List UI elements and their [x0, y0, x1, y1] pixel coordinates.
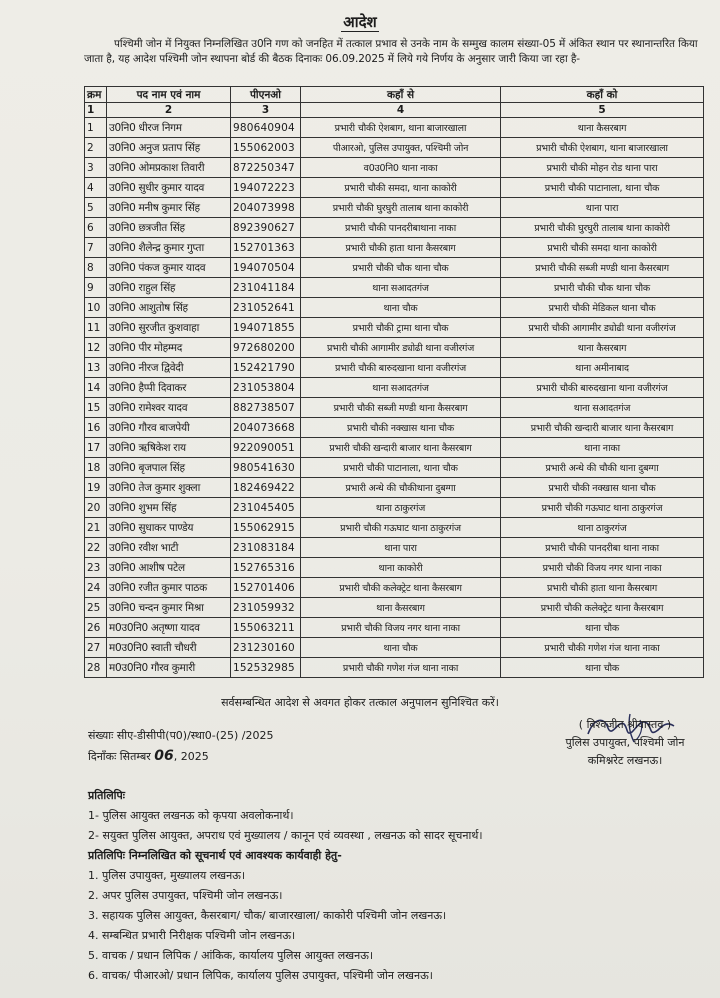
cell-pno: 231041184 — [231, 278, 301, 298]
cell-from: प्रभारी चौकी सब्जी मण्डी थाना कैसरबाग — [301, 398, 501, 418]
table-row — [85, 578, 704, 598]
signatory-designation: पुलिस उपायुक्त, पश्चिमी जोन — [565, 736, 685, 749]
document-title: आदेश — [343, 13, 377, 31]
cell-to: प्रभारी चौकी समदा थाना काकोरी — [501, 238, 704, 258]
cell-to: प्रभारी चौकी घुरघुरी तालाब थाना काकोरी — [501, 218, 704, 238]
table-row — [85, 558, 704, 578]
cell-from: प्रभारी चौकी नक्खास थाना चौक — [301, 418, 501, 438]
cell-serial: 12 — [85, 338, 107, 358]
cell-name: उ0नि0 रामेश्वर यादव — [107, 398, 231, 418]
cell-from: प्रभारी चौकी ट्रामा थाना चौक — [301, 318, 501, 338]
cell-to: थाना ठाकुरगंज — [501, 518, 704, 538]
cell-serial: 21 — [85, 518, 107, 538]
col-number: 3 — [231, 103, 301, 118]
table-row — [85, 538, 704, 558]
cell-serial: 6 — [85, 218, 107, 238]
cell-pno: 152532985 — [231, 658, 301, 678]
cell-name: उ0नि0 शैलेन्द्र कुमार गुप्ता — [107, 238, 231, 258]
copy-to-action-item: 1. पुलिस उपायुक्त, मुख्यालय लखनऊ। — [88, 869, 246, 882]
reference-number: संख्याः सीए-डीसीपी(प0)/स्था0-(25) /2025 — [88, 729, 274, 742]
table-row — [85, 318, 704, 338]
cell-pno: 872250347 — [231, 158, 301, 178]
cell-to: प्रभारी चौकी पाटानाला, थाना चौक — [501, 178, 704, 198]
table-row — [85, 418, 704, 438]
table-row — [85, 438, 704, 458]
col-header-to: कहाँ को — [501, 87, 704, 103]
cell-to: प्रभारी चौकी मोहन रोड थाना पारा — [501, 158, 704, 178]
intro-paragraph: पश्चिमी जोन में नियुक्त निम्नलिखित उ0नि गण को जनहित में तत्काल प्रभाव से उनके नाम के सम्मुख कालम संख्या-05 में अंकित स्थान पर स्थानान्तरित किया जाता है, यह आदेश पश्चिमी जोन स्थापना बोर्ड की बैठक दिनाकः 06.09.2025 में लिये गये निर्णय के अनुसार जारी किया जा रहा है- — [84, 38, 698, 65]
copy-to-item: 2- सयुक्त पुलिस आयुक्त, अपराध एवं मुख्यालय / कानून एवं व्यवस्था , लखनऊ को सादर सूचनार्थ। — [88, 829, 483, 842]
cell-from: प्रभारी चौकी पाटानाला, थाना चौक — [301, 458, 501, 478]
cell-pno: 152765316 — [231, 558, 301, 578]
cell-to: प्रभारी चौकी चौक थाना चौक — [501, 278, 704, 298]
table-row — [85, 638, 704, 658]
cell-to: थाना चौक — [501, 658, 704, 678]
cell-name: उ0नि0 नीरज द्विवेदी — [107, 358, 231, 378]
signatory-office: कमिश्नरेट लखनऊ। — [587, 754, 663, 767]
cell-to: थाना चौक — [501, 618, 704, 638]
cell-pno: 194071855 — [231, 318, 301, 338]
table-row — [85, 258, 704, 278]
cell-serial: 26 — [85, 618, 107, 638]
cell-pno: 152701406 — [231, 578, 301, 598]
cell-name: उ0नि0 मनीष कुमार सिंह — [107, 198, 231, 218]
cell-to: थाना कैसरबाग — [501, 118, 704, 138]
cell-pno: 231045405 — [231, 498, 301, 518]
col-header-name: पद नाम एवं नाम — [107, 87, 231, 103]
cell-serial: 15 — [85, 398, 107, 418]
copy-to-section — [88, 786, 483, 986]
cell-serial: 16 — [85, 418, 107, 438]
copy-to-action-item: 6. वाचक/ पीआरओ/ प्रधान लिपिक, कार्यालय पुलिस उपायुक्त, पश्चिमी जोन लखनऊ। — [88, 969, 433, 982]
cell-name: उ0नि0 राहुल सिंह — [107, 278, 231, 298]
cell-name: उ0नि0 रवीश भाटी — [107, 538, 231, 558]
cell-name: उ0नि0 शुभम सिंह — [107, 498, 231, 518]
cell-to: प्रभारी अन्धे की चौकी थाना दुबग्गा — [501, 458, 704, 478]
cell-from: व0उ0नि0 थाना नाका — [301, 158, 501, 178]
cell-from: प्रभारी चौकी हाता थाना कैसरबाग — [301, 238, 501, 258]
cell-serial: 3 — [85, 158, 107, 178]
compliance-note: सर्वसम्बन्धित आदेश से अवगत होकर तत्काल अनुपालन सुनिश्चित करें। — [221, 696, 499, 709]
cell-to: प्रभारी चौकी गऊघाट थाना ठाकुरगंज — [501, 498, 704, 518]
cell-serial: 13 — [85, 358, 107, 378]
cell-to: प्रभारी चौकी मेडिकल थाना चौक — [501, 298, 704, 318]
cell-serial: 9 — [85, 278, 107, 298]
cell-to: प्रभारी चौकी आगामीर ड्योढी थाना वजीरगंज — [501, 318, 704, 338]
cell-name: उ0नि0 रजीत कुमार पाठक — [107, 578, 231, 598]
date-label: दिनाँकः सितम्बर — [88, 750, 151, 763]
signature-block — [540, 716, 710, 770]
cell-serial: 5 — [85, 198, 107, 218]
cell-name: उ0नि0 धीरज निगम — [107, 118, 231, 138]
cell-from: थाना चौक — [301, 298, 501, 318]
cell-pno: 152421790 — [231, 358, 301, 378]
copy-to-item: 1- पुलिस आयुक्त लखनऊ को कृपया अवलोकनार्थ। — [88, 809, 294, 822]
cell-to: थाना अमीनाबाद — [501, 358, 704, 378]
cell-pno: 155062915 — [231, 518, 301, 538]
cell-pno: 182469422 — [231, 478, 301, 498]
cell-pno: 972680200 — [231, 338, 301, 358]
cell-to: प्रभारी चौकी सब्जी मण्डी थाना कैसरबाग — [501, 258, 704, 278]
copy-to-heading: प्रतिलिपिः — [88, 789, 126, 802]
cell-serial: 4 — [85, 178, 107, 198]
cell-pno: 882738507 — [231, 398, 301, 418]
cell-name: म0उ0नि0 स्वाती चौधरी — [107, 638, 231, 658]
cell-to: प्रभारी चौकी बारुदखाना थाना वजीरगंज — [501, 378, 704, 398]
cell-to: प्रभारी चौकी नक्खास थाना चौक — [501, 478, 704, 498]
cell-name: उ0नि0 आशुतोष सिंह — [107, 298, 231, 318]
cell-serial: 14 — [85, 378, 107, 398]
table-row — [85, 198, 704, 218]
cell-name: उ0नि0 चन्दन कुमार मिश्रा — [107, 598, 231, 618]
table-row — [85, 598, 704, 618]
copy-to-heading-action: प्रतिलिपिः निम्नलिखित को सूचनार्थ एवं आवश्यक कार्यवाही हेतु- — [88, 849, 342, 862]
cell-from: प्रभारी चौकी बारुदखाना थाना वजीरगंज — [301, 358, 501, 378]
cell-from: थाना ठाकुरगंज — [301, 498, 501, 518]
cell-name: उ0नि0 अनुज प्रताप सिंह — [107, 138, 231, 158]
cell-from: थाना काकोरी — [301, 558, 501, 578]
table-row — [85, 178, 704, 198]
cell-serial: 24 — [85, 578, 107, 598]
cell-to: प्रभारी चौकी हाता थाना कैसरबाग — [501, 578, 704, 598]
col-header-sn: क्रम — [85, 87, 107, 103]
order-date — [88, 748, 209, 764]
cell-serial: 22 — [85, 538, 107, 558]
col-number: 5 — [501, 103, 704, 118]
cell-pno: 231052641 — [231, 298, 301, 318]
copy-to-action-item: 5. वाचक / प्रधान लिपिक / आंकिक, कार्यालय पुलिस आयुक्त लखनऊ। — [88, 949, 374, 962]
cell-from: प्रभारी चौकी घुरघुरी तालाब थाना काकोरी — [301, 198, 501, 218]
cell-to: थाना सआदतगंज — [501, 398, 704, 418]
cell-pno: 892390627 — [231, 218, 301, 238]
col-number: 2 — [107, 103, 231, 118]
cell-name: उ0नि0 ऋषिकेश राय — [107, 438, 231, 458]
cell-serial: 18 — [85, 458, 107, 478]
cell-from: पीआरओ, पुलिस उपायुक्त, पश्चिमी जोन — [301, 138, 501, 158]
cell-from: प्रभारी अन्धे की चौकीथाना दुबग्गा — [301, 478, 501, 498]
cell-pno: 204073998 — [231, 198, 301, 218]
cell-serial: 2 — [85, 138, 107, 158]
cell-from: थाना कैसरबाग — [301, 598, 501, 618]
table-row — [85, 358, 704, 378]
cell-serial: 27 — [85, 638, 107, 658]
cell-name: उ0नि0 तेज कुमार शुक्ला — [107, 478, 231, 498]
table-row — [85, 298, 704, 318]
col-header-from: कहाँ से — [301, 87, 501, 103]
cell-to: प्रभारी चौकी गणेश गंज थाना नाका — [501, 638, 704, 658]
cell-pno: 980640904 — [231, 118, 301, 138]
copy-to-action-item: 2. अपर पुलिस उपायुक्त, पश्चिमी जोन लखनऊ। — [88, 889, 283, 902]
cell-name: उ0नि0 पंकज कुमार यादव — [107, 258, 231, 278]
cell-serial: 20 — [85, 498, 107, 518]
cell-pno: 980541630 — [231, 458, 301, 478]
cell-from: प्रभारी चौकी समदा, थाना काकोरी — [301, 178, 501, 198]
cell-from: प्रभारी चौकी खन्दारी बाजार थाना कैसरबाग — [301, 438, 501, 458]
cell-to: प्रभारी चौकी पानदरीबा थाना नाका — [501, 538, 704, 558]
cell-from: प्रभारी चौकी पानदरीबाथाना नाका — [301, 218, 501, 238]
cell-serial: 8 — [85, 258, 107, 278]
cell-pno: 155062003 — [231, 138, 301, 158]
table-row — [85, 658, 704, 678]
cell-from: प्रभारी चौकी चौक थाना चौक — [301, 258, 501, 278]
table-row — [85, 218, 704, 238]
cell-pno: 231230160 — [231, 638, 301, 658]
cell-name: उ0नि0 बृजपाल सिंह — [107, 458, 231, 478]
cell-pno: 204073668 — [231, 418, 301, 438]
table-row — [85, 478, 704, 498]
cell-from: प्रभारी चौकी कलेक्ट्रेट थाना कैसरबाग — [301, 578, 501, 598]
table-row — [85, 618, 704, 638]
cell-pno: 194072223 — [231, 178, 301, 198]
cell-name: उ0नि0 छत्रजीत सिंह — [107, 218, 231, 238]
date-year: , 2025 — [173, 750, 209, 763]
cell-name: उ0नि0 सुधाकर पाण्डेय — [107, 518, 231, 538]
table-row — [85, 518, 704, 538]
copy-to-action-item: 3. सहायक पुलिस आयुक्त, कैसरबाग/ चौक/ बाजारखाला/ काकोरी पश्चिमी जोन लखनऊ। — [88, 909, 447, 922]
cell-name: म0उ0नि0 अतृष्णा यादव — [107, 618, 231, 638]
cell-name: उ0नि0 आशीष पटेल — [107, 558, 231, 578]
table-column-number-row — [85, 103, 704, 118]
cell-from: प्रभारी चौकी गऊघाट थाना ठाकुरगंज — [301, 518, 501, 538]
cell-serial: 25 — [85, 598, 107, 618]
cell-to: थाना पारा — [501, 198, 704, 218]
cell-from: प्रभारी चौकी आगामीर ड्योढी थाना वजीरगंज — [301, 338, 501, 358]
cell-name: उ0नि0 सुधीर कुमार यादव — [107, 178, 231, 198]
table-row — [85, 338, 704, 358]
transfer-table — [84, 86, 704, 678]
cell-name: उ0नि0 हैप्पी दिवाकर — [107, 378, 231, 398]
cell-serial: 23 — [85, 558, 107, 578]
cell-pno: 194070504 — [231, 258, 301, 278]
table-row — [85, 498, 704, 518]
copy-to-action-item: 4. सम्बन्धित प्रभारी निरीक्षक पश्चिमी जोन लखनऊ। — [88, 929, 296, 942]
cell-pno: 231053804 — [231, 378, 301, 398]
table-row — [85, 138, 704, 158]
cell-pno: 922090051 — [231, 438, 301, 458]
cell-name: उ0नि0 गौरव बाजपेयी — [107, 418, 231, 438]
table-row — [85, 398, 704, 418]
cell-pno: 231083184 — [231, 538, 301, 558]
cell-serial: 1 — [85, 118, 107, 138]
cell-serial: 19 — [85, 478, 107, 498]
table-row — [85, 458, 704, 478]
cell-name: उ0नि0 सुरजीत कुशवाहा — [107, 318, 231, 338]
cell-to: प्रभारी चौकी ऐशबाग, थाना बाजारखाला — [501, 138, 704, 158]
cell-to: थाना नाका — [501, 438, 704, 458]
date-handwritten: 06 — [154, 748, 174, 764]
table-row — [85, 378, 704, 398]
cell-name: म0उ0नि0 गौरव कुमारी — [107, 658, 231, 678]
cell-pno: 155063211 — [231, 618, 301, 638]
cell-from: थाना सआदतगंज — [301, 378, 501, 398]
cell-from: थाना चौक — [301, 638, 501, 658]
cell-from: प्रभारी चौकी गणेश गंज थाना नाका — [301, 658, 501, 678]
cell-serial: 10 — [85, 298, 107, 318]
signatory-name: ( विश्वजीत श्रीवास्तव ) — [578, 718, 672, 731]
table-header-row — [85, 87, 704, 103]
table-row — [85, 118, 704, 138]
cell-to: थाना कैसरबाग — [501, 338, 704, 358]
cell-to: प्रभारी चौकी कलेक्ट्रेट थाना कैसरबाग — [501, 598, 704, 618]
col-header-pno: पीएनओ — [231, 87, 301, 103]
cell-to: प्रभारी चौकी विजय नगर थाना नाका — [501, 558, 704, 578]
cell-serial: 17 — [85, 438, 107, 458]
cell-serial: 11 — [85, 318, 107, 338]
col-number: 1 — [85, 103, 107, 118]
table-row — [85, 278, 704, 298]
cell-serial: 7 — [85, 238, 107, 258]
cell-from: प्रभारी चौकी विजय नगर थाना नाका — [301, 618, 501, 638]
cell-name: उ0नि0 ओमप्रकाश तिवारी — [107, 158, 231, 178]
cell-from: प्रभारी चौकी ऐशबाग, थाना बाजारखाला — [301, 118, 501, 138]
cell-from: थाना पारा — [301, 538, 501, 558]
cell-name: उ0नि0 पीर मोहम्मद — [107, 338, 231, 358]
col-number: 4 — [301, 103, 501, 118]
cell-to: प्रभारी चौकी खन्दारी बाजार थाना कैसरबाग — [501, 418, 704, 438]
cell-pno: 152701363 — [231, 238, 301, 258]
cell-pno: 231059932 — [231, 598, 301, 618]
table-row — [85, 238, 704, 258]
cell-from: थाना सआदतगंज — [301, 278, 501, 298]
cell-serial: 28 — [85, 658, 107, 678]
table-row — [85, 158, 704, 178]
